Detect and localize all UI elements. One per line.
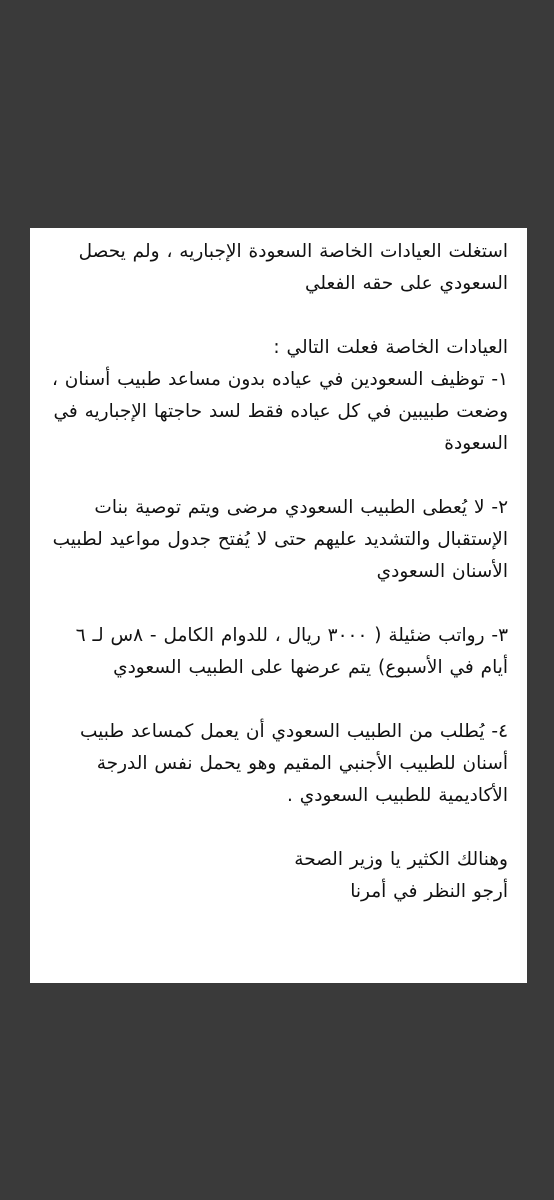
list-heading: العيادات الخاصة فعلت التالي : <box>273 337 508 358</box>
list-item-2: ٢- لا يُعطى الطبيب السعودي مرضى ويتم توصية بنات الإستقبال والتشديد عليهم حتى لا يُفتح جدول مواعيد لطبيب الأسنان السعودي <box>52 497 508 582</box>
paragraph-gap <box>44 588 508 620</box>
intro-paragraph: استغلت العيادات الخاصة السعودة الإجباريه ، ولم يحصل السعودي على حقه الفعلي <box>78 241 508 294</box>
list-item-3: ٣- رواتب ضئيلة ( ٣٠٠٠ ريال ، للدوام الكامل - ٨س لـ ٦ أيام في الأسبوع) يتم عرضها على الطبيب السعودي <box>75 625 508 678</box>
paragraph-gap <box>44 812 508 844</box>
list-item-1: ١- توظيف السعودين في عياده بدون مساعد طبيب أسنان ، وضعت طبيبين في كل عياده فقط لسد حاجتها الإجباريه في السعودة <box>51 369 508 454</box>
list-item-4: ٤- يُطلب من الطبيب السعودي أن يعمل كمساعد طبيب أسنان للطبيب الأجنبي المقيم وهو يحمل نفس الدرجة الأكاديمية للطبيب السعودي . <box>80 721 508 806</box>
paragraph-gap <box>44 460 508 492</box>
paragraph-gap <box>44 684 508 716</box>
closing-line-2: أرجو النظر في أمرنا <box>350 881 508 902</box>
paragraph-gap <box>44 300 508 332</box>
note-card <box>30 228 527 983</box>
closing-line-1: وهنالك الكثير يا وزير الصحة <box>294 849 508 870</box>
